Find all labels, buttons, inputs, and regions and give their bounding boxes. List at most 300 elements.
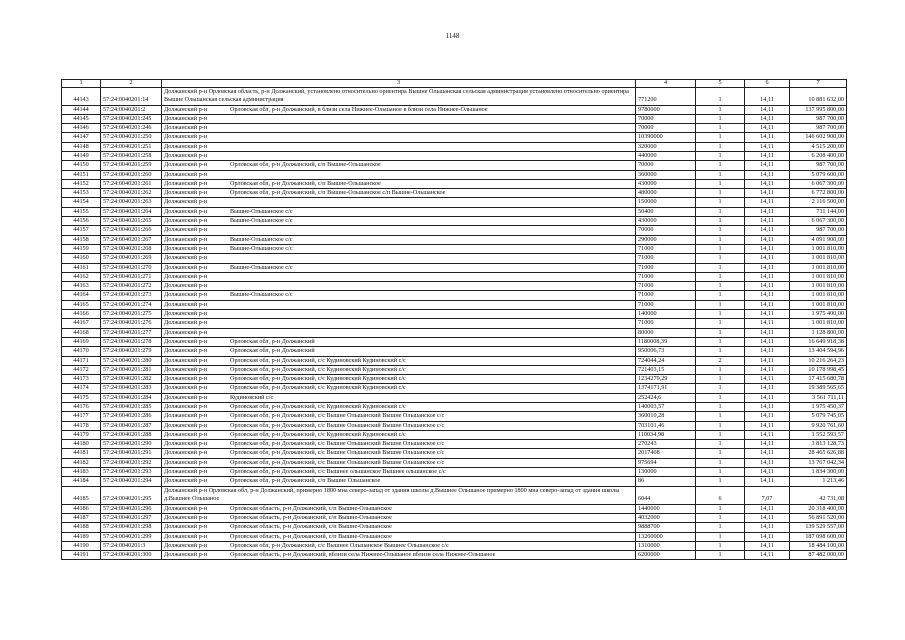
address-text: Вышне-Ольшанское с/с: [230, 207, 293, 215]
specific-rate: 14,11: [745, 541, 790, 550]
row-number: 44163: [62, 282, 101, 291]
area: 70000: [636, 161, 696, 170]
area: 950006,73: [636, 347, 696, 356]
address-text: Орловская обл, р-н Должанский, с/с Кудиновский Кудиновский с/с: [230, 403, 406, 410]
area: 1180008,39: [636, 337, 696, 346]
area: 1440000: [636, 504, 696, 513]
cadastral-value: 1 001 810,00: [790, 291, 847, 300]
specific-rate: 14,11: [745, 263, 790, 272]
cadastral-number: 57:24:0040201:277: [101, 328, 162, 337]
cadastral-value: 17 415 680,78: [790, 375, 847, 384]
table-row: [62, 161, 847, 170]
location-description: [162, 504, 636, 513]
specific-rate: 14,11: [745, 421, 790, 430]
column-header-6: 6: [745, 80, 790, 88]
cadastral-number: 57:24:0040201:264: [101, 207, 162, 216]
cadastral-number: 57:24:0040201:14: [101, 87, 162, 105]
address-text: Орловская обл, р-н Должанский, с/с Вышне Ольшанский Вышне Ольшанское с/с: [230, 449, 445, 457]
table-row: [62, 235, 847, 244]
area: 975694: [636, 458, 696, 467]
district-name: Должанский р-н: [164, 449, 208, 457]
area: 252424,6: [636, 393, 696, 402]
row-number: 44160: [62, 254, 101, 263]
cadastral-value: 1 001 810,00: [790, 282, 847, 291]
category-code: 1: [696, 384, 745, 393]
cadastral-number: 57:24:0040201:262: [101, 189, 162, 198]
row-number: 44154: [62, 198, 101, 207]
table-row: [62, 412, 847, 421]
cadastral-value: 1 552 593,57: [790, 430, 847, 439]
area: 6044: [636, 486, 696, 504]
table-row: [62, 189, 847, 198]
table-row: [62, 226, 847, 235]
row-number: 44144: [62, 105, 101, 114]
row-number: 44183: [62, 468, 101, 477]
cadastral-number: 57:24:0040201:300: [101, 551, 162, 560]
row-number: 44158: [62, 235, 101, 244]
column-header-5: 5: [696, 80, 745, 88]
cadastral-number: 57:24:0040201:297: [101, 513, 162, 522]
cadastral-value: 6 208 400,00: [790, 151, 847, 160]
table-row: [62, 468, 847, 477]
cadastral-value: 18 484 100,00: [790, 541, 847, 550]
cadastral-value: 987 700,00: [790, 124, 847, 133]
district-name: Должанский р-н: [164, 356, 208, 364]
cadastral-number: 57:24:0040201:279: [101, 347, 162, 356]
district-name: Должанский р-н: [164, 328, 208, 336]
cadastral-number: 57:24:0040201:288: [101, 430, 162, 439]
specific-rate: 14,11: [745, 170, 790, 179]
cadastral-value: 987 700,00: [790, 226, 847, 235]
category-code: 1: [696, 421, 745, 430]
district-name: Должанский р-н: [164, 124, 208, 132]
area: 480000: [636, 189, 696, 198]
category-code: 1: [696, 347, 745, 356]
row-number: 44152: [62, 179, 101, 188]
cadastral-value: 19 389 565,65: [790, 384, 847, 393]
specific-rate: 14,11: [745, 551, 790, 560]
column-header-3: 3: [162, 80, 636, 88]
table-row: [62, 337, 847, 346]
area: 703101,46: [636, 421, 696, 430]
district-name: Должанский р-н: [164, 347, 208, 355]
row-number: 44150: [62, 161, 101, 170]
cadastral-number: 57:24:0040201:298: [101, 523, 162, 532]
cadastral-value: 5 079 745,05: [790, 412, 847, 421]
district-name: Должанский р-н: [164, 244, 208, 252]
cadastral-value: 1 128 800,00: [790, 328, 847, 337]
area: 71000: [636, 263, 696, 272]
table-body: [62, 87, 847, 560]
cadastral-value: 187 098 600,00: [790, 532, 847, 541]
district-name: Должанский р-н: [164, 513, 208, 521]
cadastral-number: 57:24:0040201:251: [101, 142, 162, 151]
cadastral-value: 987 700,00: [790, 114, 847, 123]
district-name: Должанский р-н: [164, 217, 208, 225]
address-text: Орловская обл, р-н Должанский, с/п Вышне-Ольшанское: [230, 179, 381, 187]
location-description: [162, 430, 636, 439]
specific-rate: 14,11: [745, 458, 790, 467]
category-code: 1: [696, 449, 745, 458]
district-name: Должанский р-н: [164, 170, 208, 178]
district-name: Должанский р-н: [164, 412, 208, 420]
cadastral-value: 711 144,00: [790, 207, 847, 216]
address-text: Орловская обл, р-н Должанский, с/п Вышне-Ольшанское: [230, 161, 381, 169]
category-code: 1: [696, 105, 745, 114]
specific-rate: 14,11: [745, 468, 790, 477]
row-number: 44149: [62, 151, 101, 160]
location-description: [162, 449, 636, 458]
location-description: [162, 254, 636, 263]
specific-rate: 14,11: [745, 347, 790, 356]
category-code: 1: [696, 403, 745, 412]
table-row: [62, 133, 847, 142]
area: 70000: [636, 226, 696, 235]
category-code: 1: [696, 263, 745, 272]
cadastral-value: 1 001 810,00: [790, 272, 847, 281]
row-number: 44165: [62, 300, 101, 309]
area: 721403,15: [636, 365, 696, 374]
category-code: 6: [696, 486, 745, 504]
location-description: [162, 170, 636, 179]
district-name: Должанский р-н: [164, 207, 208, 215]
district-name: Должанский р-н: [164, 105, 208, 113]
cadastral-number: 57:24:0040201:266: [101, 226, 162, 235]
area: 9888700: [636, 523, 696, 532]
district-name: Должанский р-н: [164, 114, 208, 122]
specific-rate: 14,11: [745, 300, 790, 309]
cadastral-value: 6 772 800,00: [790, 189, 847, 198]
table-row: [62, 142, 847, 151]
category-code: 1: [696, 430, 745, 439]
address-text: Орловская обл, р-н Должанский, с/с Вышне Ольшанский Вышне Ольшанское с/с: [230, 412, 445, 420]
district-name: Должанский р-н: [164, 310, 208, 318]
area: 70000: [636, 124, 696, 133]
table-row: [62, 217, 847, 226]
district-name: Должанский р-н: [164, 403, 208, 410]
category-code: 1: [696, 254, 745, 263]
district-name: Должанский р-н: [164, 142, 208, 150]
table-row: [62, 541, 847, 550]
row-number: 44162: [62, 272, 101, 281]
specific-rate: 14,11: [745, 244, 790, 253]
row-number: 44188: [62, 523, 101, 532]
cadastral-number: 57:24:0040201:274: [101, 300, 162, 309]
row-number: 44179: [62, 430, 101, 439]
row-number: 44177: [62, 412, 101, 421]
table-row: [62, 347, 847, 356]
cadastral-value-table: [61, 79, 847, 560]
address-text: Орловская обл, р-н Должанский, с/с Вышнее ольшанское Вышнее ольшанское с/с: [230, 468, 446, 476]
location-description: [162, 291, 636, 300]
area: 320000: [636, 142, 696, 151]
table-row: [62, 504, 847, 513]
row-number: 44184: [62, 477, 101, 486]
table-row: [62, 179, 847, 188]
location-description: [162, 384, 636, 393]
district-name: Должанский р-н: [164, 133, 208, 141]
category-code: 1: [696, 151, 745, 160]
location-description: [162, 551, 636, 560]
category-code: 1: [696, 124, 745, 133]
row-number: 44180: [62, 440, 101, 449]
district-name: Должанский р-н: [164, 263, 208, 271]
area: 440000: [636, 151, 696, 160]
category-code: 1: [696, 161, 745, 170]
cadastral-value: 146 602 900,00: [790, 133, 847, 142]
specific-rate: 14,11: [745, 207, 790, 216]
specific-rate: 14,11: [745, 189, 790, 198]
specific-rate: 14,11: [745, 393, 790, 402]
location-description: [162, 337, 636, 346]
specific-rate: 14,11: [745, 375, 790, 384]
row-number: 44159: [62, 244, 101, 253]
specific-rate: 14,11: [745, 114, 790, 123]
district-name: Должанский р-н: [164, 337, 208, 345]
row-number: 44187: [62, 513, 101, 522]
row-number: 44173: [62, 375, 101, 384]
cadastral-number: 57:24:0040201:292: [101, 458, 162, 467]
cadastral-number: 57:24:0040201:267: [101, 235, 162, 244]
cadastral-value: 28 465 626,88: [790, 449, 847, 458]
category-code: 1: [696, 114, 745, 123]
district-name: Должанский р-н: [164, 161, 208, 169]
cadastral-number: 57:24:0040201:290: [101, 440, 162, 449]
location-description: Должанский р-н Орловская обл, р-н Должанский, примерно 1800 мна северо-запад от здания школы д.Вышнее Ольшаное примерно 1800 мна северо-запад от здания школы д.Вышнее Ольшаное: [162, 486, 636, 504]
table-row: [62, 254, 847, 263]
area: 140000: [636, 310, 696, 319]
location-description: [162, 161, 636, 170]
row-number: 44151: [62, 170, 101, 179]
location-description: [162, 328, 636, 337]
district-name: Должанский р-н: [164, 319, 208, 327]
area: 71000: [636, 319, 696, 328]
row-number: 44182: [62, 458, 101, 467]
specific-rate: 14,11: [745, 291, 790, 300]
row-number: 44174: [62, 384, 101, 393]
column-header-7: 7: [790, 80, 847, 88]
row-number: 44167: [62, 319, 101, 328]
location-description: [162, 356, 636, 365]
table-row: [62, 393, 847, 402]
address-text: Орловская обл, р-н Должанский: [230, 337, 315, 345]
area: 150000: [636, 198, 696, 207]
address-text: Орловская область, р-н Должанский, с/п Вышне-Ольшанское: [230, 532, 392, 540]
table-row: [62, 263, 847, 272]
cadastral-value: 139 529 557,00: [790, 523, 847, 532]
cadastral-value: 1 001 810,00: [790, 254, 847, 263]
category-code: 1: [696, 532, 745, 541]
category-code: 1: [696, 244, 745, 253]
table-row: [62, 87, 847, 105]
specific-rate: 14,11: [745, 151, 790, 160]
district-name: Должанский р-н: [164, 523, 208, 531]
row-number: 44178: [62, 421, 101, 430]
location-description: [162, 365, 636, 374]
cadastral-value: 137 995 800,00: [790, 105, 847, 114]
address-text: Орловская область, р-н Должанский, с/п Вышне-Ольшанское: [230, 513, 392, 521]
area: 71000: [636, 254, 696, 263]
district-name: Должанский р-н: [164, 179, 208, 187]
location-description: [162, 263, 636, 272]
district-name: Должанский р-н: [164, 430, 208, 438]
table-row: [62, 151, 847, 160]
row-number: 44145: [62, 114, 101, 123]
cadastral-number: 57:24:0040201:299: [101, 532, 162, 541]
address-text: Орловская область, р-н Должанский, с/п Вышне-Ольшанское: [230, 504, 392, 512]
district-name: Должанский р-н: [164, 468, 208, 476]
location-description: [162, 541, 636, 550]
specific-rate: 14,11: [745, 161, 790, 170]
specific-rate: 14,11: [745, 217, 790, 226]
category-code: 1: [696, 179, 745, 188]
area: 71000: [636, 300, 696, 309]
location-description: [162, 207, 636, 216]
category-code: 1: [696, 440, 745, 449]
row-number: 44172: [62, 365, 101, 374]
area: 140003,57: [636, 403, 696, 412]
table-row: [62, 170, 847, 179]
category-code: 1: [696, 504, 745, 513]
address-text: Орловская обл, р-н Должанский, с/с Вышне Ольшанский Вышне Ольшанское с/с: [230, 440, 445, 448]
specific-rate: 14,11: [745, 319, 790, 328]
category-code: 1: [696, 513, 745, 522]
specific-rate: 14,11: [745, 226, 790, 235]
cadastral-number: 57:24:0040201:270: [101, 263, 162, 272]
cadastral-value: 987 700,00: [790, 161, 847, 170]
category-code: 1: [696, 551, 745, 560]
category-code: 1: [696, 170, 745, 179]
area: 360000: [636, 170, 696, 179]
area: 86: [636, 477, 696, 486]
table-row: [62, 513, 847, 522]
location-description: [162, 235, 636, 244]
location-description: [162, 244, 636, 253]
cadastral-number: 57:24:0040201:259: [101, 161, 162, 170]
location-description: [162, 310, 636, 319]
table-row: [62, 198, 847, 207]
district-name: Должанский р-н: [164, 254, 208, 262]
location-description: [162, 347, 636, 356]
address-text: Орловская обл, р-н Должанский, с/с Вышне Ольшанский Вышне Ольшанское с/с: [230, 421, 445, 429]
category-code: 1: [696, 207, 745, 216]
row-number: 44156: [62, 217, 101, 226]
cadastral-value: 2 116 500,00: [790, 198, 847, 207]
cadastral-value: 20 318 400,00: [790, 504, 847, 513]
cadastral-value: 6 067 300,00: [790, 217, 847, 226]
address-text: Кудиновский с/с: [230, 393, 274, 401]
column-header-2: 2: [101, 80, 162, 88]
specific-rate: 14,11: [745, 384, 790, 393]
district-name: Должанский р-н: [164, 282, 208, 290]
category-code: 1: [696, 291, 745, 300]
location-description: [162, 300, 636, 309]
location-description: [162, 440, 636, 449]
category-code: 1: [696, 375, 745, 384]
cadastral-number: 57:24:0040201:271: [101, 272, 162, 281]
row-number: 44171: [62, 356, 101, 365]
area: 71000: [636, 282, 696, 291]
address-text: Орловская обл, р-н Должанский, с/п Вышне Ольшанское: [230, 477, 381, 485]
cadastral-number: 57:24:0040201:265: [101, 217, 162, 226]
category-code: 1: [696, 319, 745, 328]
address-text: Орловская обл, р-н Должанский: [230, 347, 315, 355]
district-name: Должанский р-н: [164, 235, 208, 243]
cadastral-number: 57:24:0040201:278: [101, 337, 162, 346]
table-row: [62, 477, 847, 486]
area: 360010,28: [636, 412, 696, 421]
table-row: [62, 440, 847, 449]
cadastral-value: 1 001 810,00: [790, 244, 847, 253]
specific-rate: 14,11: [745, 87, 790, 105]
address-text: Орловская обл, р-н Должанский, с/с Вышне Ольшанский Вышне Ольшанское с/с: [230, 458, 445, 466]
cadastral-value: 3 813 128,73: [790, 440, 847, 449]
specific-rate: 14,11: [745, 430, 790, 439]
specific-rate: 14,11: [745, 198, 790, 207]
address-text: Вышне-Ольшанское с/с: [230, 217, 293, 225]
location-description: [162, 468, 636, 477]
table-row: [62, 291, 847, 300]
location-description: [162, 393, 636, 402]
cadastral-value: 1 001 810,00: [790, 319, 847, 328]
district-name: Должанский р-н: [164, 272, 208, 280]
row-number: 44175: [62, 393, 101, 402]
address-text: Орловская область, р-н Должанский, вблизи села Нижнее-Ольшаное вблизи села Нижнее-Ольшаное: [230, 551, 496, 559]
cadastral-number: 57:24:0040201:293: [101, 468, 162, 477]
district-name: Должанский р-н: [164, 532, 208, 540]
row-number: 44181: [62, 449, 101, 458]
location-description: [162, 272, 636, 281]
area: 71000: [636, 244, 696, 253]
cadastral-number: 57:24:0040201:295: [101, 486, 162, 504]
table-row: [62, 384, 847, 393]
area: 771200: [636, 87, 696, 105]
district-name: Должанский р-н: [164, 440, 208, 448]
table-row: [62, 272, 847, 281]
table-row: [62, 551, 847, 560]
specific-rate: 14,11: [745, 142, 790, 151]
address-text: Орловская область, р-н Должанский, с/п Вышне-Ольшанское: [230, 523, 392, 531]
specific-rate: 14,11: [745, 477, 790, 486]
district-name: Должанский р-н: [164, 291, 208, 299]
category-code: 1: [696, 198, 745, 207]
address-text: Орловская обл, р-н Должанский, с/с Кудиновский Кудиновский с/с: [230, 356, 406, 364]
cadastral-number: 57:24:0040201:294: [101, 477, 162, 486]
specific-rate: 14,11: [745, 504, 790, 513]
row-number: 44190: [62, 541, 101, 550]
address-text: Орловская обл, р-н Должанский, с/п Вышне-Ольшанское с/п Вышне-Ольшанское: [230, 189, 446, 197]
cadastral-number: 57:24:0040201:296: [101, 504, 162, 513]
category-code: 1: [696, 272, 745, 281]
cadastral-value: 42 731,08: [790, 486, 847, 504]
district-name: Должанский р-н: [164, 300, 208, 308]
cadastral-value: 16 649 918,38: [790, 337, 847, 346]
specific-rate: 14,11: [745, 449, 790, 458]
table-row: [62, 532, 847, 541]
address-text: Орловская обл, р-н Должанский, с/с Кудиновский Кудиновский с/с: [230, 375, 406, 383]
cadastral-number: 57:24:0040201:272: [101, 282, 162, 291]
location-description: [162, 421, 636, 430]
location-description: [162, 226, 636, 235]
category-code: 1: [696, 328, 745, 337]
area: 130000: [636, 468, 696, 477]
column-header-1: 1: [62, 80, 101, 88]
cadastral-number: 57:24:0040201:285: [101, 403, 162, 412]
category-code: 1: [696, 310, 745, 319]
cadastral-number: 57:24:0040201:281: [101, 365, 162, 374]
table-row: [62, 124, 847, 133]
specific-rate: 14,11: [745, 440, 790, 449]
